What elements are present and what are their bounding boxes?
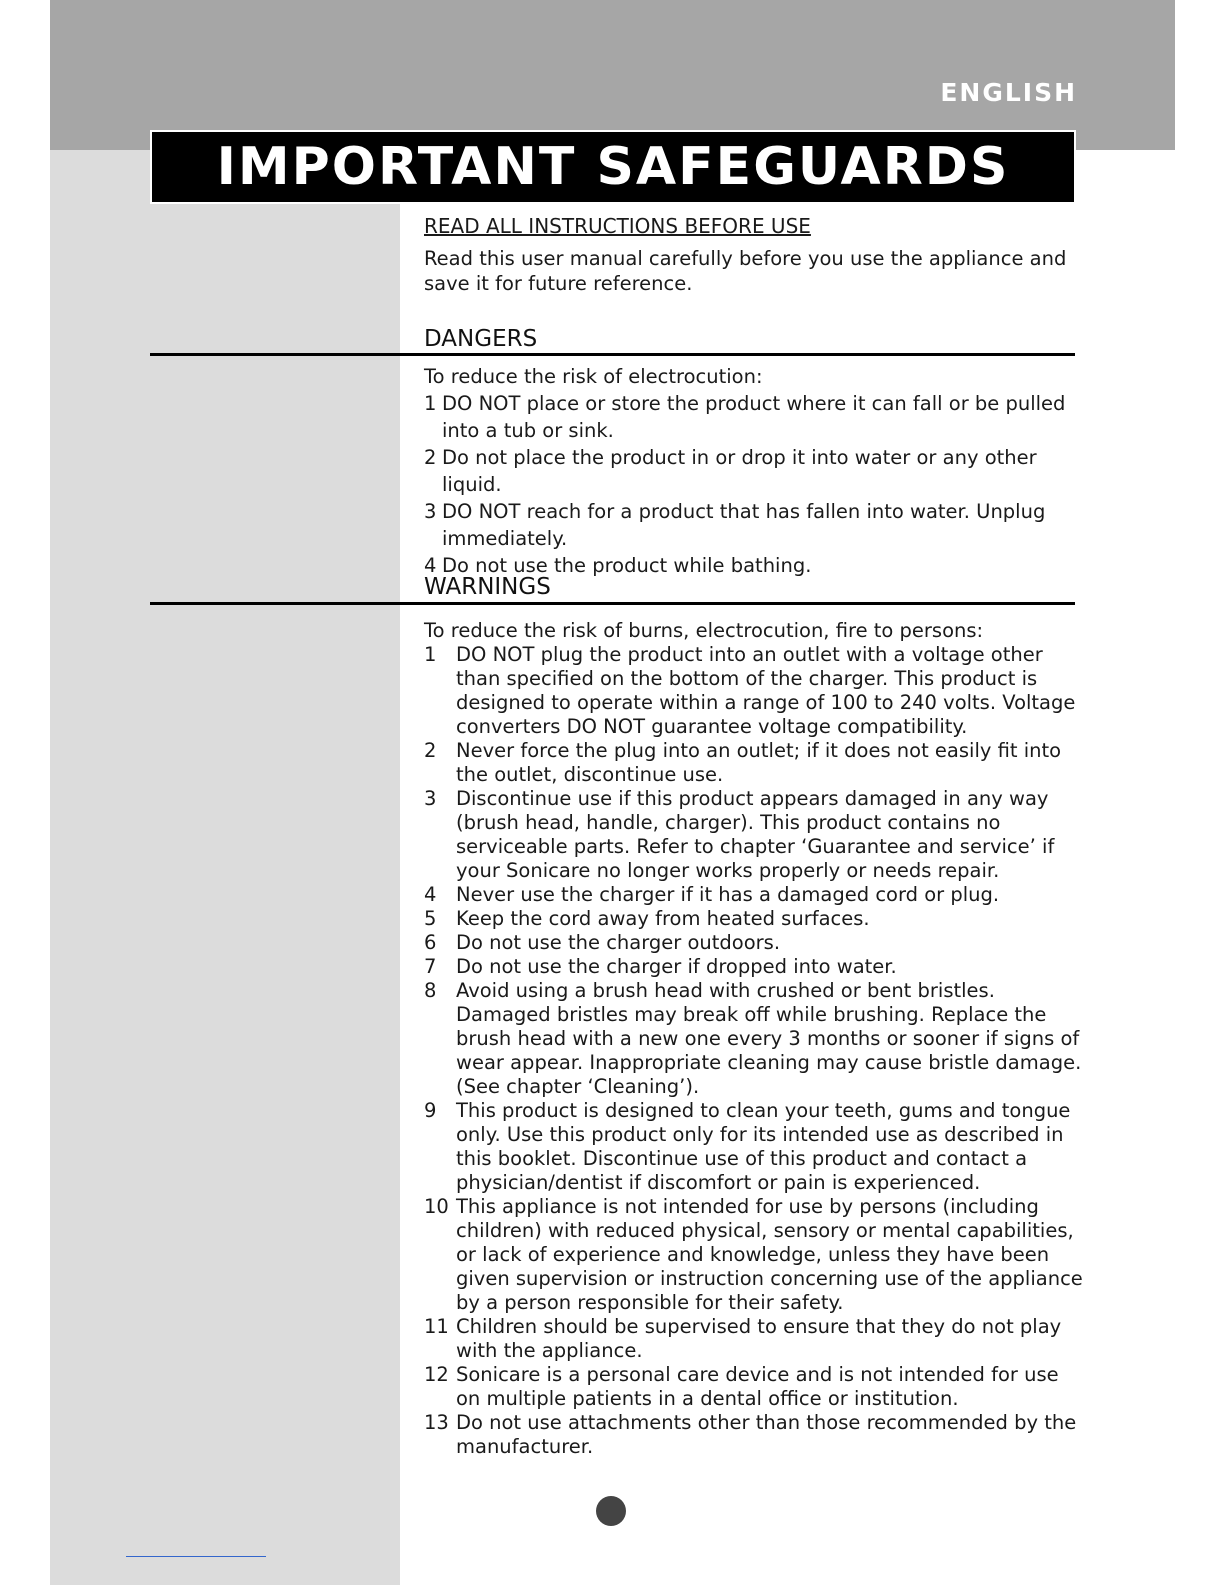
item-number: 4 [424,554,437,577]
list-item [424,444,1084,498]
list-item [424,1315,1084,1363]
warnings-heading: WARNINGS [424,574,551,600]
item-number: 2 [424,446,437,469]
warnings-lead: To reduce the risk of burns, electrocution, fire to persons: [424,619,984,642]
read-instructions-heading: READ ALL INSTRUCTIONS BEFORE USE [424,214,811,238]
page-title: IMPORTANT SAFEGUARDS [216,137,1010,197]
item-text: Never force the plug into an outlet; if it does not easily fit into the outlet, discontinue use. [456,739,1062,786]
title-banner [150,130,1076,204]
item-number: 3 [424,500,437,523]
item-text: Discontinue use if this product appears damaged in any way (brush head, handle, charger). This product contains no serviceable parts. Refer to chapter ‘Guarantee and service’ if your Sonicare no longer works properly or needs repair. [456,787,1055,882]
item-text: This product is designed to clean your teeth, gums and tongue only. Use this product only for its intended use as described in this booklet. Discontinue use of this product and contact a physician/dentist if discomfort or pain is experienced. [456,1099,1071,1194]
item-number: 11 [424,1315,449,1338]
list-item [424,1411,1084,1459]
list-item [424,390,1084,444]
language-label: ENGLISH [940,78,1077,107]
item-text: Children should be supervised to ensure that they do not play with the appliance. [456,1315,1062,1362]
list-item [424,643,1084,739]
list-item [424,979,1084,1099]
list-item [424,1195,1084,1315]
page-marker-dot [596,1496,626,1526]
item-number: 6 [424,931,437,954]
left-margin-column [50,150,400,1585]
item-number: 2 [424,739,437,762]
list-item [424,787,1084,883]
item-number: 4 [424,883,437,906]
item-number: 9 [424,1099,437,1122]
item-text: Do not use attachments other than those recommended by the manufacturer. [456,1411,1077,1458]
item-text: Do not use the product while bathing. [442,554,812,577]
dangers-heading: DANGERS [424,326,538,352]
intro-text: Read this user manual carefully before you use the appliance and save it for future reference. [424,247,1067,295]
item-text: DO NOT plug the product into an outlet with a voltage other than specified on the bottom of the charger. This product is designed to operate within a range of 100 to 240 volts. Voltage converters DO NOT guarantee voltage compatibility. [456,643,1076,738]
list-item [424,1363,1084,1411]
item-text: Sonicare is a personal care device and is not intended for use on multiple patients in a dental office or institution. [456,1363,1059,1410]
header-band [50,0,1175,150]
item-number: 13 [424,1411,449,1434]
dangers-list [424,363,1084,579]
list-item [424,498,1084,552]
item-text: Avoid using a brush head with crushed or bent bristles. Damaged bristles may break off while brushing. Replace the brush head with a new one every 3 months or sooner if signs of wear appear. Inappropriate cleaning may cause bristle damage. (See chapter ‘Cleaning’). [456,979,1082,1098]
item-number: 12 [424,1363,449,1386]
item-text: Do not place the product in or drop it into water or any other liquid. [442,446,1037,496]
item-number: 3 [424,787,437,810]
item-text: This appliance is not intended for use by persons (including children) with reduced physical, sensory or mental capabilities, or lack of experience and knowledge, unless they have been given supervision or instruction concerning use of the appliance by a person responsible for their safety. [456,1195,1083,1314]
footer-rule [126,1556,266,1557]
item-number: 7 [424,955,437,978]
item-number: 5 [424,907,437,930]
item-number: 1 [424,392,437,415]
list-item [424,739,1084,787]
list-item [424,931,1084,955]
item-text: Never use the charger if it has a damaged cord or plug. [456,883,1000,906]
dangers-lead: To reduce the risk of electrocution: [424,365,763,388]
dangers-rule [150,353,1075,356]
list-item [424,883,1084,907]
list-item [424,1099,1084,1195]
item-text: DO NOT place or store the product where it can fall or be pulled into a tub or sink. [442,392,1066,442]
warnings-list [424,619,1084,1459]
list-item [424,955,1084,979]
item-number: 1 [424,643,437,666]
warnings-rule [150,602,1075,605]
item-number: 8 [424,979,437,1002]
item-text: DO NOT reach for a product that has fallen into water. Unplug immediately. [442,500,1046,550]
item-text: Do not use the charger outdoors. [456,931,781,954]
list-item [424,907,1084,931]
item-text: Keep the cord away from heated surfaces. [456,907,870,930]
item-number: 10 [424,1195,449,1218]
item-text: Do not use the charger if dropped into water. [456,955,897,978]
